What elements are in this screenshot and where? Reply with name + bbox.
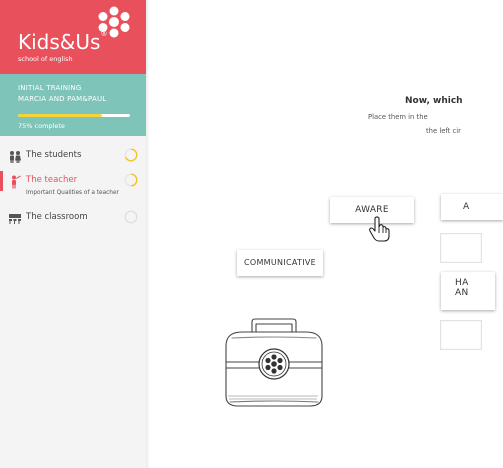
- card-text-line: AN: [455, 288, 469, 298]
- progress-bar: [18, 114, 130, 117]
- teacher-icon: [8, 175, 22, 189]
- question-heading: Now, which: [405, 96, 463, 106]
- brand-tagline: school of english: [18, 55, 73, 63]
- progress-label: 75% complete: [18, 122, 65, 130]
- nav-item-classroom[interactable]: [0, 208, 146, 238]
- draggable-card-communicative[interactable]: COMMUNICATIVE: [237, 250, 323, 276]
- course-panel: [0, 74, 146, 136]
- drop-slot[interactable]: [440, 320, 482, 350]
- progress-bar-fill: [18, 114, 102, 117]
- progress-ring-icon: [124, 148, 138, 162]
- sidebar: [0, 0, 146, 468]
- drop-card-top[interactable]: A: [441, 194, 503, 220]
- course-title: INITIAL TRAINING: [18, 84, 82, 92]
- nav-item-label: The classroom: [26, 212, 88, 222]
- progress-ring-icon: [124, 210, 138, 224]
- nav-item-teacher[interactable]: [0, 171, 146, 201]
- course-subtitle: MARCIA AND PAM&PAUL: [18, 95, 107, 103]
- drop-slot[interactable]: [440, 233, 482, 263]
- hand-pointer-cursor-icon: [369, 216, 391, 242]
- progress-ring-icon: [124, 173, 138, 187]
- classroom-icon: [8, 212, 22, 226]
- draggable-card-aware[interactable]: AWARE: [330, 197, 414, 223]
- instruction-text: Place them in the: [368, 113, 428, 121]
- students-icon: [8, 150, 22, 164]
- card-text-line: HA: [455, 278, 469, 288]
- brand-header: [0, 0, 146, 74]
- nav-item-label: The students: [26, 150, 82, 160]
- sidebar-shadow: [146, 0, 150, 468]
- nav-item-label: The teacher: [26, 175, 78, 185]
- drop-card-middle[interactable]: [441, 272, 495, 310]
- active-indicator: [0, 171, 3, 191]
- brand-logo-text: Kids&Us®: [18, 30, 108, 54]
- instruction-text: the left cir: [426, 127, 461, 135]
- briefcase-illustration: [220, 318, 328, 410]
- nav-item-sublabel: Important Qualities of a teacher: [26, 190, 119, 196]
